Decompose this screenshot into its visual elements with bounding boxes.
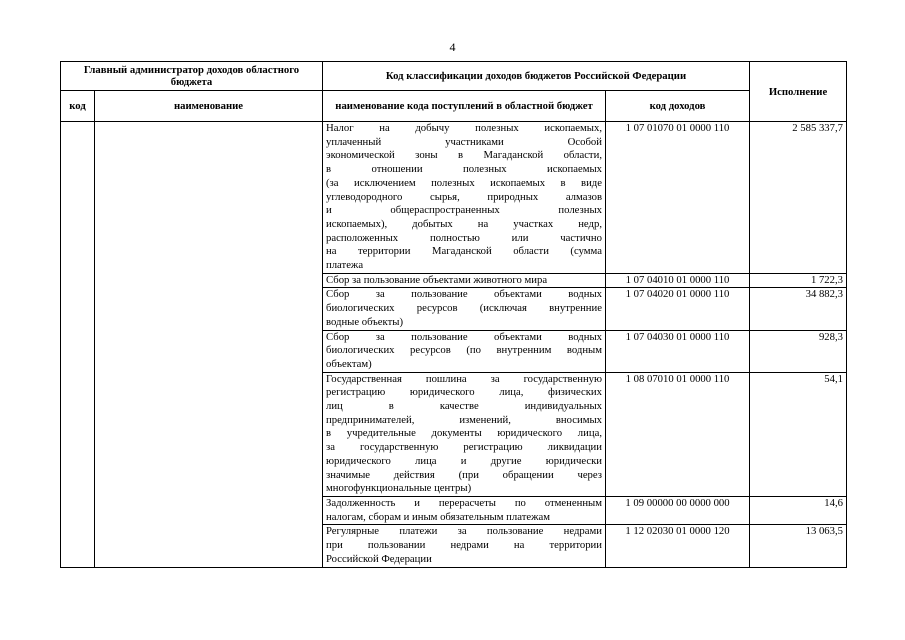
revenue-code-cell: 1 12 02030 01 0000 120	[606, 525, 750, 567]
revenue-name-line: Государственная пошлина за государственную	[326, 372, 602, 385]
revenue-name-line: многофункциональные центры)	[326, 482, 472, 495]
revenue-name-line: Сбор за пользование объектами водных	[326, 330, 602, 343]
execution-amount-cell: 1 722,3	[750, 273, 847, 288]
revenue-name-line: Регулярные платежи за пользование недрами	[326, 525, 602, 538]
revenue-name-line: при пользовании недрами на территории	[326, 539, 602, 552]
revenue-name-cell	[323, 372, 606, 496]
revenue-code-cell: 1 09 00000 00 0000 000	[606, 496, 750, 524]
execution-amount-cell: 14,6	[750, 496, 847, 524]
revenue-name-line: водные объекты)	[326, 315, 404, 328]
revenue-name-line: ископаемых), добытых на участках недр,	[326, 217, 602, 230]
revenue-name-line: на территории Магаданской области (сумма	[326, 245, 602, 258]
revenue-name-line: платежа	[326, 259, 364, 272]
revenue-name-cell	[323, 273, 606, 288]
execution-amount-cell: 13 063,5	[750, 525, 847, 567]
revenue-table	[60, 61, 847, 568]
revenue-code-cell: 1 08 07010 01 0000 110	[606, 372, 750, 496]
revenue-code-cell: 1 07 01070 01 0000 110	[606, 122, 750, 274]
revenue-name-line: и общераспространенных полезных	[326, 204, 602, 217]
revenue-name-line: Налог на добычу полезных ископаемых,	[326, 122, 602, 134]
revenue-code-cell: 1 07 04010 01 0000 110	[606, 273, 750, 288]
revenue-name-cell	[323, 122, 606, 274]
revenue-name-cell	[323, 525, 606, 567]
header-code: код	[61, 91, 95, 122]
revenue-name-line: лиц в качестве индивидуальных	[326, 400, 602, 413]
revenue-name-cell	[323, 288, 606, 330]
admin-name-cell	[95, 122, 323, 568]
execution-amount-cell: 928,3	[750, 330, 847, 372]
revenue-name-line: Российской Федерации	[326, 552, 432, 565]
revenue-name-line: уплаченный участниками Особой	[326, 135, 602, 148]
revenue-name-line: значимые действия (при обращении через	[326, 468, 602, 481]
table-row	[61, 122, 847, 274]
revenue-code-cell: 1 07 04020 01 0000 110	[606, 288, 750, 330]
revenue-code-cell: 1 07 04030 01 0000 110	[606, 330, 750, 372]
revenue-name-line: в учредительные документы юридического лица,	[326, 427, 602, 440]
revenue-name-line: за государственную регистрацию ликвидации	[326, 441, 602, 454]
execution-amount-cell: 54,1	[750, 372, 847, 496]
header-name: наименование	[95, 91, 323, 122]
revenue-name-line: биологических ресурсов (по внутренним водным	[326, 344, 602, 357]
header-admin-group: Главный администратор доходов областного бюджета	[61, 62, 323, 91]
header-execution: Исполнение	[750, 62, 847, 122]
revenue-name-line: Задолженность и перерасчеты по отмененным	[326, 496, 602, 509]
execution-amount-cell: 2 585 337,7	[750, 122, 847, 274]
page-number: 4	[449, 40, 456, 54]
admin-code-cell	[61, 122, 95, 568]
revenue-name-line: регистрацию юридического лица, физических	[326, 386, 602, 399]
revenue-name-line: юридического лица и другие юридически	[326, 454, 602, 467]
revenue-name-line: объектам)	[326, 357, 372, 370]
header-revenue-code: код доходов	[606, 91, 750, 122]
revenue-name-cell	[323, 496, 606, 524]
revenue-name-line: налогам, сборам и иным обязательным платежам	[326, 510, 550, 523]
revenue-name-line: в отношении полезных ископаемых	[326, 163, 602, 176]
header-revenue-code-name: наименование кода поступлений в областной бюджет	[323, 91, 606, 122]
revenue-name-line: углеводородного сырья, природных алмазов	[326, 190, 602, 203]
revenue-name-line: биологических ресурсов (исключая внутренние	[326, 302, 602, 315]
revenue-name-cell	[323, 330, 606, 372]
revenue-name-line: предпринимателей, изменений, вносимых	[326, 413, 602, 426]
execution-amount-cell: 34 882,3	[750, 288, 847, 330]
revenue-name-line: экономической зоны в Магаданской области,	[326, 149, 602, 162]
revenue-name-line: (за исключением полезных ископаемых в виде	[326, 176, 602, 189]
revenue-name-line: расположенных полностью или частично	[326, 231, 602, 244]
revenue-name-line: Сбор за пользование объектами животного мира	[326, 273, 548, 286]
revenue-name-line: Сбор за пользование объектами водных	[326, 288, 602, 301]
header-classification-group: Код классификации доходов бюджетов Российской Федерации	[323, 62, 750, 91]
